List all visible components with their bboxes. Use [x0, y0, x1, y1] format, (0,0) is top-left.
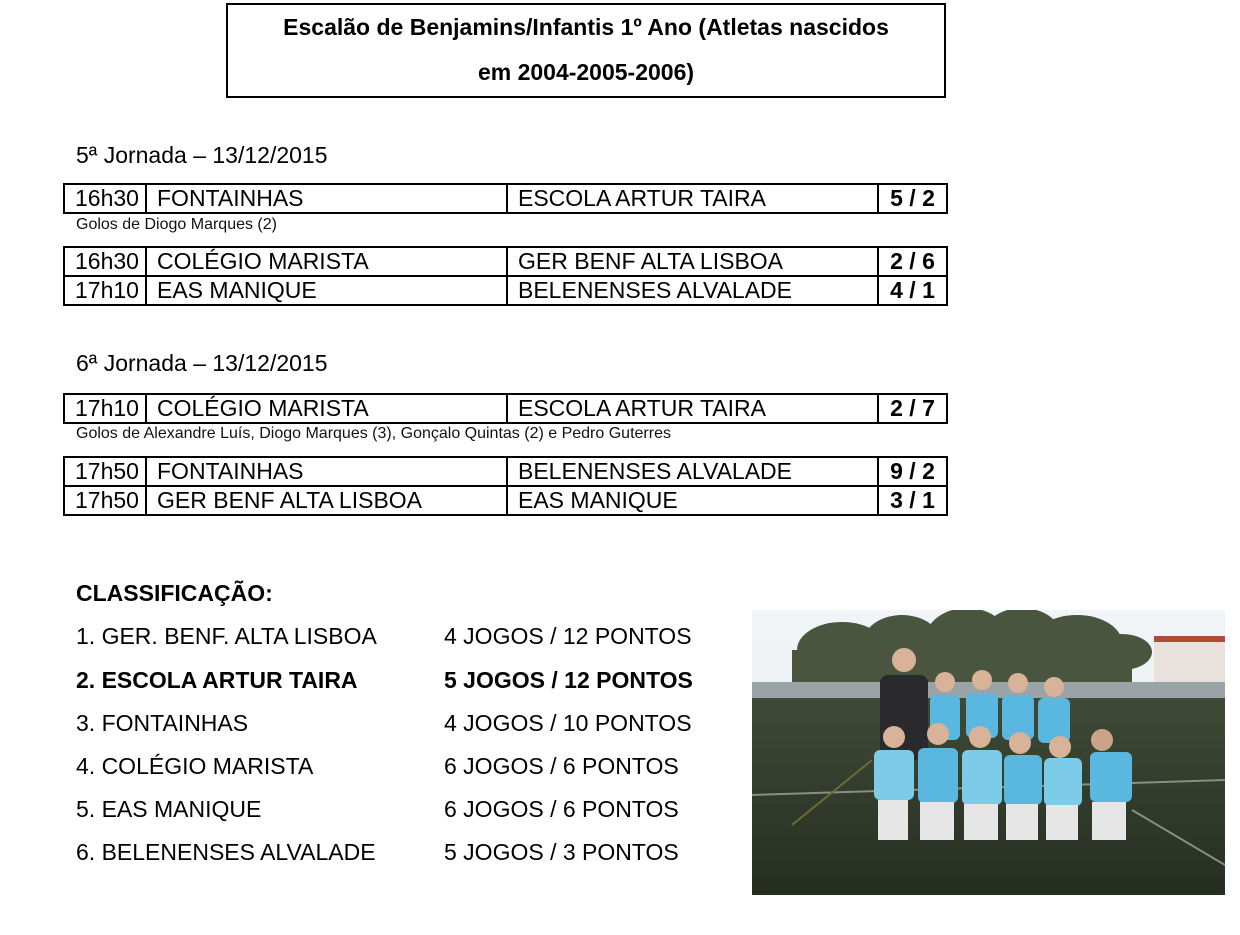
table-row [64, 486, 947, 515]
game-time: 17h10 [64, 394, 146, 423]
away-team: EAS MANIQUE [507, 486, 878, 515]
standing-record: 4 JOGOS / 10 PONTOS [444, 710, 692, 736]
standing-team: 4. COLÉGIO MARISTA [76, 753, 314, 779]
standing-record: 6 JOGOS / 6 PONTOS [444, 796, 679, 822]
standing-team: 2. ESCOLA ARTUR TAIRA [76, 667, 358, 693]
standing-team: 3. FONTAINHAS [76, 710, 249, 736]
home-team: FONTAINHAS [146, 457, 507, 486]
table-row [64, 184, 947, 213]
team-photo-illustration [752, 610, 1225, 895]
away-team: BELENENSES ALVALADE [507, 276, 878, 305]
game-score: 5 / 2 [878, 184, 947, 213]
game-score: 4 / 1 [878, 276, 947, 305]
classification-title: CLASSIFICAÇÃO: [76, 580, 273, 606]
game-score: 2 / 6 [878, 247, 947, 276]
team-photo [752, 610, 1225, 895]
standing-record: 5 JOGOS / 12 PONTOS [444, 667, 693, 693]
title-line-2: em 2004-2005-2006) [477, 59, 695, 85]
title-box [226, 3, 946, 98]
standing-record: 5 JOGOS / 3 PONTOS [444, 839, 679, 865]
game-time: 17h10 [64, 276, 146, 305]
home-team: GER BENF ALTA LISBOA [146, 486, 507, 515]
home-team: EAS MANIQUE [146, 276, 507, 305]
away-team: BELENENSES ALVALADE [507, 457, 878, 486]
jornada-6-game-1 [63, 393, 948, 424]
home-team: COLÉGIO MARISTA [146, 247, 507, 276]
title-line-1: Escalão de Benjamins/Infantis 1º Ano (Atletas nascidos [283, 14, 889, 40]
away-team: ESCOLA ARTUR TAIRA [507, 184, 878, 213]
home-team: FONTAINHAS [146, 184, 507, 213]
standing-record: 6 JOGOS / 6 PONTOS [444, 753, 679, 779]
game-score: 3 / 1 [878, 486, 947, 515]
jornada-6-heading: 6ª Jornada – 13/12/2015 [76, 350, 328, 376]
game-time: 16h30 [64, 247, 146, 276]
game-time: 16h30 [64, 184, 146, 213]
jornada-6-scorers: Golos de Alexandre Luís, Diogo Marques (3), Gonçalo Quintas (2) e Pedro Guterres [76, 425, 671, 442]
table-row [64, 276, 947, 305]
jornada-6-games-rest [63, 456, 948, 516]
standing-team: 6. BELENENSES ALVALADE [76, 839, 376, 865]
table-row [64, 457, 947, 486]
standing-team: 5. EAS MANIQUE [76, 796, 262, 822]
jornada-5-scorers: Golos de Diogo Marques (2) [76, 216, 277, 233]
jornada-5-game-1 [63, 183, 948, 214]
table-row [64, 247, 947, 276]
game-time: 17h50 [64, 457, 146, 486]
game-score: 9 / 2 [878, 457, 947, 486]
jornada-5-heading: 5ª Jornada – 13/12/2015 [76, 142, 328, 168]
home-team: COLÉGIO MARISTA [146, 394, 507, 423]
game-score: 2 / 7 [878, 394, 947, 423]
standing-record: 4 JOGOS / 12 PONTOS [444, 623, 692, 649]
table-row [64, 394, 947, 423]
away-team: GER BENF ALTA LISBOA [507, 247, 878, 276]
away-team: ESCOLA ARTUR TAIRA [507, 394, 878, 423]
jornada-5-games-rest [63, 246, 948, 306]
building [1154, 640, 1225, 685]
game-time: 17h50 [64, 486, 146, 515]
standing-team: 1. GER. BENF. ALTA LISBOA [76, 623, 377, 649]
